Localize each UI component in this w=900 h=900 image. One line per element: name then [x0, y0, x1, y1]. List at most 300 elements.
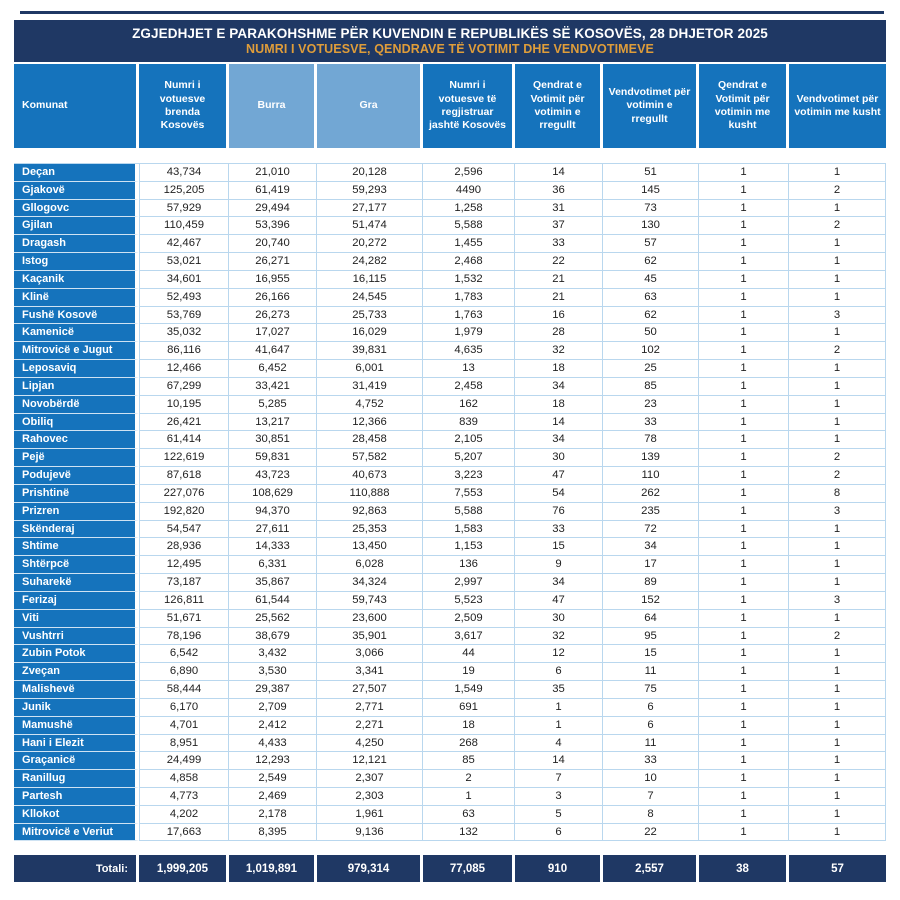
value-cell: 1	[699, 449, 789, 467]
value-cell: 1,549	[423, 681, 515, 699]
value-cell: 1	[699, 556, 789, 574]
value-cell: 139	[603, 449, 699, 467]
value-cell: 57,582	[317, 449, 423, 467]
value-cell: 33	[515, 521, 603, 539]
value-cell: 130	[603, 217, 699, 235]
table-row	[14, 253, 886, 271]
value-cell: 1	[789, 253, 886, 271]
value-cell: 4,433	[229, 735, 317, 753]
value-cell: 9,136	[317, 824, 423, 842]
value-cell: 21	[515, 271, 603, 289]
value-cell: 1	[699, 217, 789, 235]
table-row	[14, 271, 886, 289]
value-cell: 18	[423, 717, 515, 735]
value-cell: 1	[789, 824, 886, 842]
table-row	[14, 592, 886, 610]
value-cell: 2,307	[317, 770, 423, 788]
table-row	[14, 628, 886, 646]
value-cell: 1	[699, 307, 789, 325]
value-cell: 3	[789, 307, 886, 325]
value-cell: 63	[423, 806, 515, 824]
table-row	[14, 681, 886, 699]
value-cell: 15	[515, 538, 603, 556]
value-cell: 1	[789, 164, 886, 182]
value-cell: 1	[699, 521, 789, 539]
value-cell: 14	[515, 752, 603, 770]
value-cell: 1	[789, 681, 886, 699]
value-cell: 8,951	[139, 735, 229, 753]
value-cell: 33,421	[229, 378, 317, 396]
value-cell: 61,414	[139, 431, 229, 449]
value-cell: 30,851	[229, 431, 317, 449]
value-cell: 78,196	[139, 628, 229, 646]
value-cell: 6,028	[317, 556, 423, 574]
value-cell: 3,530	[229, 663, 317, 681]
table-row	[14, 521, 886, 539]
value-cell: 2,509	[423, 610, 515, 628]
value-cell: 1,961	[317, 806, 423, 824]
value-cell: 16	[515, 307, 603, 325]
table-row	[14, 699, 886, 717]
value-cell: 5,588	[423, 217, 515, 235]
value-cell: 1	[699, 574, 789, 592]
value-cell: 122,619	[139, 449, 229, 467]
value-cell: 27,177	[317, 200, 423, 218]
column-header-votues-brenda: Numri i votuesve brenda Kosovës	[139, 64, 229, 148]
municipality-name: Pejë	[14, 449, 139, 467]
value-cell: 12,121	[317, 752, 423, 770]
value-cell: 4,773	[139, 788, 229, 806]
value-cell: 4,250	[317, 735, 423, 753]
table-row	[14, 574, 886, 592]
municipality-name: Hani i Elezit	[14, 735, 139, 753]
value-cell: 1	[789, 788, 886, 806]
value-cell: 92,863	[317, 503, 423, 521]
value-cell: 8	[789, 485, 886, 503]
value-cell: 1,532	[423, 271, 515, 289]
value-cell: 24,545	[317, 289, 423, 307]
column-header-vendvotimet-rregullt: Vendvotimet për votimin e rregullt	[603, 64, 699, 148]
value-cell: 108,629	[229, 485, 317, 503]
value-cell: 1	[699, 342, 789, 360]
value-cell: 235	[603, 503, 699, 521]
column-header-burra: Burra	[229, 64, 317, 148]
value-cell: 1	[699, 788, 789, 806]
municipality-name: Prishtinë	[14, 485, 139, 503]
table-row	[14, 824, 886, 842]
value-cell: 63	[603, 289, 699, 307]
table-row	[14, 645, 886, 663]
value-cell: 1	[789, 521, 886, 539]
value-cell: 2	[789, 628, 886, 646]
table-row	[14, 485, 886, 503]
value-cell: 39,831	[317, 342, 423, 360]
value-cell: 7	[515, 770, 603, 788]
value-cell: 1	[789, 235, 886, 253]
value-cell: 27,507	[317, 681, 423, 699]
value-cell: 44	[423, 645, 515, 663]
value-cell: 162	[423, 396, 515, 414]
table-row	[14, 217, 886, 235]
value-cell: 1	[515, 699, 603, 717]
column-header-gra: Gra	[317, 64, 423, 148]
value-cell: 20,740	[229, 235, 317, 253]
value-cell: 32	[515, 628, 603, 646]
value-cell: 57	[603, 235, 699, 253]
value-cell: 1	[699, 414, 789, 432]
table-row	[14, 324, 886, 342]
value-cell: 20,272	[317, 235, 423, 253]
table-row	[14, 431, 886, 449]
value-cell: 16,115	[317, 271, 423, 289]
value-cell: 34,601	[139, 271, 229, 289]
value-cell: 87,618	[139, 467, 229, 485]
value-cell: 6	[603, 717, 699, 735]
value-cell: 28,458	[317, 431, 423, 449]
value-cell: 47	[515, 592, 603, 610]
value-cell: 10,195	[139, 396, 229, 414]
value-cell: 110,459	[139, 217, 229, 235]
value-cell: 29,387	[229, 681, 317, 699]
top-rule	[20, 11, 884, 14]
value-cell: 1	[789, 735, 886, 753]
value-cell: 31	[515, 200, 603, 218]
column-header-qendrat-kusht: Qendrat e Votimit për votimin me kusht	[699, 64, 789, 148]
column-header-votues-jashte: Numri i votuesve të regjistruar jashtë Kosovës	[423, 64, 515, 148]
value-cell: 34,324	[317, 574, 423, 592]
value-cell: 30	[515, 610, 603, 628]
table-row	[14, 414, 886, 432]
value-cell: 64	[603, 610, 699, 628]
value-cell: 5,588	[423, 503, 515, 521]
value-cell: 21,010	[229, 164, 317, 182]
value-cell: 28,936	[139, 538, 229, 556]
value-cell: 6,170	[139, 699, 229, 717]
value-cell: 94,370	[229, 503, 317, 521]
value-cell: 1	[789, 289, 886, 307]
value-cell: 19	[423, 663, 515, 681]
value-cell: 2,469	[229, 788, 317, 806]
value-cell: 6,452	[229, 360, 317, 378]
value-cell: 2,468	[423, 253, 515, 271]
value-cell: 37	[515, 217, 603, 235]
value-cell: 35	[515, 681, 603, 699]
value-cell: 132	[423, 824, 515, 842]
value-cell: 18	[515, 360, 603, 378]
table-row	[14, 503, 886, 521]
value-cell: 2	[423, 770, 515, 788]
value-cell: 57,929	[139, 200, 229, 218]
value-cell: 26,421	[139, 414, 229, 432]
value-cell: 2	[789, 449, 886, 467]
value-cell: 53,769	[139, 307, 229, 325]
value-cell: 61,544	[229, 592, 317, 610]
value-cell: 3	[789, 592, 886, 610]
value-cell: 25,562	[229, 610, 317, 628]
value-cell: 2,549	[229, 770, 317, 788]
value-cell: 1	[699, 235, 789, 253]
municipality-name: Partesh	[14, 788, 139, 806]
value-cell: 1	[699, 396, 789, 414]
value-cell: 20,128	[317, 164, 423, 182]
value-cell: 51	[603, 164, 699, 182]
value-cell: 95	[603, 628, 699, 646]
column-header-komunat: Komunat	[14, 64, 139, 148]
value-cell: 17,027	[229, 324, 317, 342]
municipality-name: Mamushë	[14, 717, 139, 735]
value-cell: 12,366	[317, 414, 423, 432]
municipality-name: Ferizaj	[14, 592, 139, 610]
value-cell: 1	[699, 538, 789, 556]
value-cell: 2	[789, 342, 886, 360]
value-cell: 1	[789, 574, 886, 592]
value-cell: 13,450	[317, 538, 423, 556]
value-cell: 54,547	[139, 521, 229, 539]
value-cell: 28	[515, 324, 603, 342]
value-cell: 3,432	[229, 645, 317, 663]
value-cell: 72	[603, 521, 699, 539]
value-cell: 1,258	[423, 200, 515, 218]
value-cell: 1	[789, 431, 886, 449]
value-cell: 62	[603, 253, 699, 271]
value-cell: 4490	[423, 182, 515, 200]
value-cell: 59,743	[317, 592, 423, 610]
value-cell: 29,494	[229, 200, 317, 218]
value-cell: 3	[789, 503, 886, 521]
value-cell: 21	[515, 289, 603, 307]
value-cell: 1	[789, 271, 886, 289]
value-cell: 34	[515, 574, 603, 592]
value-cell: 1	[789, 538, 886, 556]
municipality-name: Shtërpcë	[14, 556, 139, 574]
totals-value-cell: 57	[789, 855, 886, 882]
table-row	[14, 307, 886, 325]
value-cell: 1	[699, 592, 789, 610]
table-row	[14, 378, 886, 396]
value-cell: 1,455	[423, 235, 515, 253]
table-header	[14, 64, 886, 148]
table-row	[14, 717, 886, 735]
municipality-name: Graçanicë	[14, 752, 139, 770]
value-cell: 2	[789, 467, 886, 485]
municipality-name: Mitrovicë e Veriut	[14, 824, 139, 842]
value-cell: 23	[603, 396, 699, 414]
value-cell: 10	[603, 770, 699, 788]
value-cell: 12,466	[139, 360, 229, 378]
value-cell: 6,890	[139, 663, 229, 681]
value-cell: 53,396	[229, 217, 317, 235]
value-cell: 86,116	[139, 342, 229, 360]
value-cell: 1	[699, 164, 789, 182]
value-cell: 110,888	[317, 485, 423, 503]
value-cell: 7	[603, 788, 699, 806]
value-cell: 1	[789, 378, 886, 396]
municipality-name: Shtime	[14, 538, 139, 556]
value-cell: 43,734	[139, 164, 229, 182]
table-row	[14, 342, 886, 360]
value-cell: 1	[789, 699, 886, 717]
value-cell: 6	[515, 663, 603, 681]
value-cell: 13,217	[229, 414, 317, 432]
table-row	[14, 449, 886, 467]
value-cell: 5	[515, 806, 603, 824]
value-cell: 1	[699, 628, 789, 646]
value-cell: 4,701	[139, 717, 229, 735]
totals-label: Totali:	[14, 855, 139, 882]
municipality-name: Zubin Potok	[14, 645, 139, 663]
value-cell: 110	[603, 467, 699, 485]
value-cell: 12,293	[229, 752, 317, 770]
value-cell: 102	[603, 342, 699, 360]
municipality-name: Klinë	[14, 289, 139, 307]
value-cell: 34	[515, 378, 603, 396]
value-cell: 35,901	[317, 628, 423, 646]
value-cell: 2,458	[423, 378, 515, 396]
value-cell: 30	[515, 449, 603, 467]
value-cell: 145	[603, 182, 699, 200]
value-cell: 62	[603, 307, 699, 325]
column-header-qendrat-rregullt: Qendrat e Votimit për votimin e rregullt	[515, 64, 603, 148]
value-cell: 8	[603, 806, 699, 824]
value-cell: 1	[699, 503, 789, 521]
value-cell: 51,671	[139, 610, 229, 628]
value-cell: 52,493	[139, 289, 229, 307]
value-cell: 47	[515, 467, 603, 485]
page-title: ZGJEDHJET E PARAKOHSHME PËR KUVENDIN E REPUBLIKËS SË KOSOVËS, 28 DHJETOR 2025	[132, 26, 768, 41]
municipality-name: Suharekë	[14, 574, 139, 592]
page-subtitle: NUMRI I VOTUESVE, QENDRAVE TË VOTIMIT DHE VENDVOTIMEVE	[246, 42, 654, 56]
value-cell: 1	[699, 681, 789, 699]
value-cell: 16,955	[229, 271, 317, 289]
value-cell: 33	[515, 235, 603, 253]
value-cell: 6,542	[139, 645, 229, 663]
value-cell: 3,223	[423, 467, 515, 485]
value-cell: 24,282	[317, 253, 423, 271]
municipality-name: Lipjan	[14, 378, 139, 396]
value-cell: 1	[699, 663, 789, 681]
value-cell: 73	[603, 200, 699, 218]
value-cell: 3,066	[317, 645, 423, 663]
value-cell: 152	[603, 592, 699, 610]
municipality-name: Ranillug	[14, 770, 139, 788]
value-cell: 126,811	[139, 592, 229, 610]
municipality-name: Podujevë	[14, 467, 139, 485]
column-header-vendvotimet-kusht: Vendvotimet për votimin me kusht	[789, 64, 886, 148]
value-cell: 35,867	[229, 574, 317, 592]
value-cell: 78	[603, 431, 699, 449]
value-cell: 25,353	[317, 521, 423, 539]
municipality-name: Vushtrri	[14, 628, 139, 646]
value-cell: 1	[699, 610, 789, 628]
value-cell: 26,166	[229, 289, 317, 307]
table-row	[14, 735, 886, 753]
value-cell: 59,293	[317, 182, 423, 200]
value-cell: 6,001	[317, 360, 423, 378]
value-cell: 89	[603, 574, 699, 592]
election-table	[14, 20, 886, 882]
value-cell: 1	[699, 735, 789, 753]
value-cell: 16,029	[317, 324, 423, 342]
totals-value-cell: 979,314	[317, 855, 423, 882]
value-cell: 58,444	[139, 681, 229, 699]
value-cell: 1	[699, 289, 789, 307]
value-cell: 1	[699, 271, 789, 289]
municipality-name: Kllokot	[14, 806, 139, 824]
value-cell: 2,105	[423, 431, 515, 449]
value-cell: 1	[789, 645, 886, 663]
value-cell: 25,733	[317, 307, 423, 325]
value-cell: 1	[789, 806, 886, 824]
municipality-name: Kamenicë	[14, 324, 139, 342]
totals-value-cell: 1,019,891	[229, 855, 317, 882]
value-cell: 25	[603, 360, 699, 378]
value-cell: 1	[789, 770, 886, 788]
table-row	[14, 610, 886, 628]
table-row	[14, 770, 886, 788]
municipality-name: Deçan	[14, 164, 139, 182]
value-cell: 262	[603, 485, 699, 503]
value-cell: 2,412	[229, 717, 317, 735]
value-cell: 22	[603, 824, 699, 842]
value-cell: 1	[699, 431, 789, 449]
value-cell: 38,679	[229, 628, 317, 646]
value-cell: 2	[789, 217, 886, 235]
municipality-name: Prizren	[14, 503, 139, 521]
value-cell: 3	[515, 788, 603, 806]
value-cell: 1	[699, 717, 789, 735]
value-cell: 53,021	[139, 253, 229, 271]
value-cell: 3,341	[317, 663, 423, 681]
value-cell: 40,673	[317, 467, 423, 485]
municipality-name: Obiliq	[14, 414, 139, 432]
value-cell: 17,663	[139, 824, 229, 842]
value-cell: 34	[515, 431, 603, 449]
value-cell: 32	[515, 342, 603, 360]
value-cell: 12	[515, 645, 603, 663]
table-body	[14, 163, 886, 841]
value-cell: 51,474	[317, 217, 423, 235]
value-cell: 1	[789, 324, 886, 342]
value-cell: 1	[423, 788, 515, 806]
value-cell: 75	[603, 681, 699, 699]
value-cell: 2,997	[423, 574, 515, 592]
value-cell: 35,032	[139, 324, 229, 342]
value-cell: 67,299	[139, 378, 229, 396]
municipality-name: Viti	[14, 610, 139, 628]
value-cell: 17	[603, 556, 699, 574]
value-cell: 27,611	[229, 521, 317, 539]
value-cell: 33	[603, 752, 699, 770]
municipality-name: Kaçanik	[14, 271, 139, 289]
municipality-name: Dragash	[14, 235, 139, 253]
value-cell: 6,331	[229, 556, 317, 574]
table-row	[14, 538, 886, 556]
value-cell: 1	[699, 770, 789, 788]
table-row	[14, 788, 886, 806]
value-cell: 1	[789, 663, 886, 681]
value-cell: 7,553	[423, 485, 515, 503]
value-cell: 4,752	[317, 396, 423, 414]
value-cell: 2,771	[317, 699, 423, 717]
value-cell: 33	[603, 414, 699, 432]
table-row	[14, 556, 886, 574]
value-cell: 9	[515, 556, 603, 574]
totals-value-cell: 910	[515, 855, 603, 882]
value-cell: 1	[789, 200, 886, 218]
value-cell: 61,419	[229, 182, 317, 200]
value-cell: 11	[603, 663, 699, 681]
value-cell: 192,820	[139, 503, 229, 521]
